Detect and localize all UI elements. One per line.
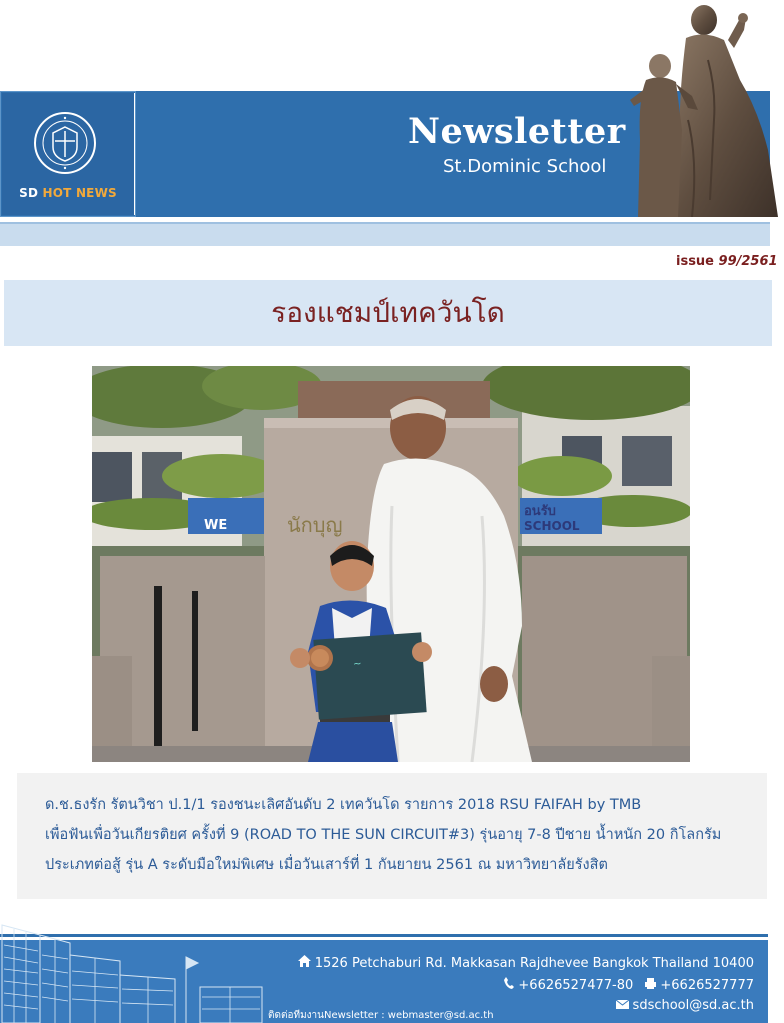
header-sub-band	[0, 222, 770, 246]
banner-right-text: อนรับ	[524, 504, 556, 519]
caption-box	[17, 773, 767, 899]
article-title-box	[4, 280, 772, 346]
issue-number	[676, 254, 778, 269]
svg-text:~: ~	[352, 658, 362, 671]
caption-line-3: ประเภทต่อสู้ รุ่น A ระดับมือใหม่พิเศษ เมื่อวันเสาร์ที่ 1 กันยายน 2561 ณ มหาวิทยาลัยรังสิต	[45, 857, 608, 873]
caption-line-1: ด.ช.ธงรัก รัตนวิชา ป.1/1 รองชนะเลิศอันดับ 2 เทควันโด รายการ 2018 RSU FAIFAH by TMB	[45, 797, 642, 813]
school-name: St.Dominic School	[443, 156, 607, 177]
fax-icon	[645, 978, 656, 994]
article-photo	[92, 366, 690, 762]
school-crest-logo	[33, 111, 97, 175]
badge-hot-news-text: HOT NEWS	[42, 186, 117, 200]
envelope-icon	[616, 998, 629, 1014]
footer-address-text: 1526 Petchaburi Rd. Makkasan Rajdhevee Bangkok Thailand 10400	[314, 956, 754, 971]
caption-line-2: เพื่อฟันเพื่อวันเกียรติยศ ครั้งที่ 9 (ROAD TO THE SUN CIRCUIT#3) รุ่นอายุ 7-8 ปีชาย น้ำหนัก 20 กิโลกรัม	[45, 827, 722, 843]
monument-inscription: นักบุญ	[287, 513, 343, 537]
footer-email-text[interactable]: sdschool@sd.ac.th	[632, 998, 754, 1013]
article-title: รองแชมป์เทควันโด	[271, 296, 505, 329]
badge-sd-text: SD	[19, 186, 39, 200]
home-icon	[298, 955, 311, 972]
hot-news-badge	[0, 186, 136, 200]
footer-email[interactable]	[616, 998, 754, 1014]
footer-contact-note: ติดต่อทีมงานNewsletter : webmaster@sd.ac.th	[268, 1010, 494, 1021]
issue-value: 99/2561	[718, 254, 778, 269]
footer-fax-text: +6626527777	[660, 978, 754, 993]
footer-phone-text: +6626527477-80	[518, 978, 634, 993]
statue-image	[618, 0, 784, 217]
footer-phone-fax	[504, 977, 754, 994]
banner-right-text-2: SCHOOL	[524, 519, 580, 533]
newsletter-title: Newsletter	[408, 111, 626, 152]
issue-label: issue	[676, 254, 715, 269]
phone-icon	[504, 977, 514, 994]
school-building-illustration	[0, 915, 270, 1023]
banner-left-text: WE	[204, 518, 228, 533]
footer-address	[298, 955, 754, 972]
